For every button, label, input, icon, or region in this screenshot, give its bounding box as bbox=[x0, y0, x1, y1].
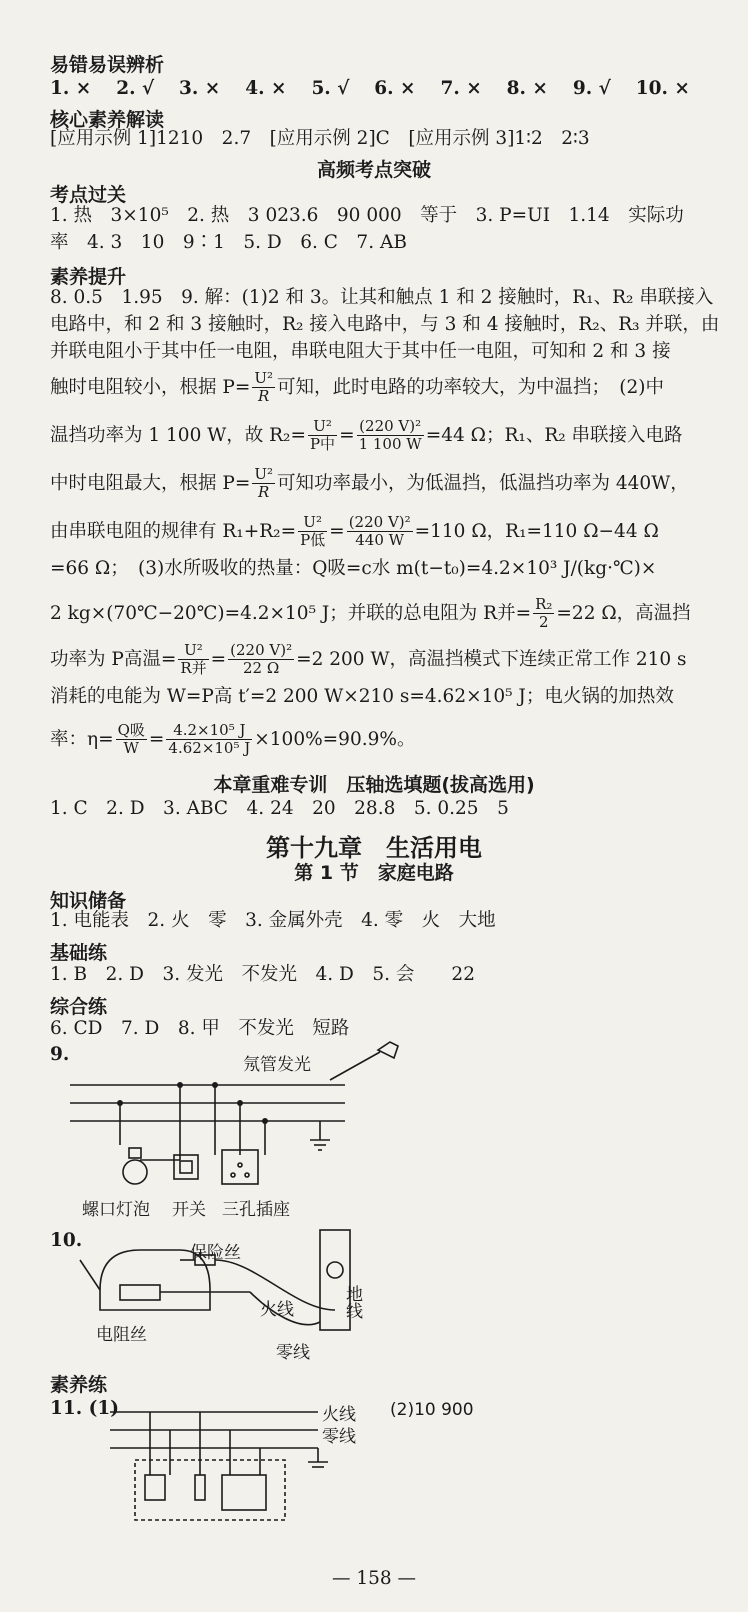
improve-line-12-text-a: 率：η= bbox=[50, 728, 114, 750]
improve-line-11: 消耗的电能为 W=P高 t′=2 200 W×210 s=4.62×10⁵ J；电火锅的加热效 bbox=[50, 686, 674, 707]
improve-line-5-text-c: =44 Ω；R₁、R₂ 串联接入电路 bbox=[425, 424, 683, 446]
frac-denominator: 4.62×10⁵ J bbox=[168, 739, 251, 758]
frac-denominator: P低 bbox=[300, 531, 326, 550]
q9-bulb-label: 螺口灯泡 bbox=[82, 1200, 150, 1220]
dashed-box bbox=[135, 1460, 285, 1520]
q11-answer-2: (2)10 900 bbox=[390, 1400, 474, 1420]
improve-title: 素养提升 bbox=[50, 266, 127, 288]
frac-denominator: 22 Ω bbox=[242, 659, 280, 678]
equals: = bbox=[210, 648, 227, 670]
frac-numerator: Q吸 bbox=[117, 721, 145, 739]
q11-neutral-label: 零线 bbox=[322, 1427, 356, 1447]
improve-line-4-text-b: 可知，此时电路的功率较大，为中温挡； (2)中 bbox=[277, 376, 664, 398]
checkpoint-title: 考点过关 bbox=[50, 184, 127, 206]
q9-switch-label: 开关 bbox=[172, 1200, 206, 1220]
improve-line-4-text-a: 触时电阻较小，根据 P= bbox=[50, 376, 251, 398]
frac-numerator: U² bbox=[298, 514, 327, 532]
knowledge-answers: 1. 电能表 2. 火 零 3. 金属外壳 4. 零 火 大地 bbox=[50, 910, 496, 931]
special-title: 本章重难专训 压轴选填题(拔高选用) bbox=[213, 774, 535, 796]
q10-neutral-label: 零线 bbox=[276, 1343, 310, 1363]
checkpoint-line-2: 率 4. 3 10 9∶1 5. D 6. C 7. AB bbox=[50, 232, 407, 253]
q10-resistor-label: 电阻丝 bbox=[96, 1325, 147, 1345]
improve-line-12-text-c: ×100%=90.9%。 bbox=[254, 728, 416, 750]
frac-numerator: 4.2×10⁵ J bbox=[166, 722, 252, 740]
high-freq-title: 高频考点突破 bbox=[316, 159, 431, 181]
page-number: — 158 — bbox=[331, 1568, 417, 1589]
improve-line-10-text-c: =2 200 W，高温挡模式下连续正常工作 210 s bbox=[296, 648, 687, 670]
improve-line-2: 电路中，和 2 和 3 接触时，R₂ 接入电路中，与 3 和 4 接触时，R₂、R₃ 并联，由 bbox=[50, 314, 720, 335]
frac-denominator: 1 100 W bbox=[358, 435, 422, 454]
improve-line-10-text-a: 功率为 P高温= bbox=[50, 648, 177, 670]
comprehensive-title: 综合练 bbox=[50, 996, 108, 1018]
frac-numerator: U² bbox=[308, 418, 337, 436]
q10-fuse-label: 保险丝 bbox=[190, 1243, 241, 1263]
core-section-title: 核心素养解读 bbox=[50, 109, 165, 131]
section-title: 第 1 节 家庭电路 bbox=[294, 862, 454, 884]
literacy-title: 素养练 bbox=[50, 1374, 108, 1396]
q10-ground-label: 地线 bbox=[342, 1285, 362, 1319]
improve-line-9-text-b: =22 Ω，高温挡 bbox=[556, 602, 691, 624]
special-answers: 1. C 2. D 3. ABC 4. 24 20 28.8 5. 0.25 5 bbox=[50, 798, 509, 819]
equals: = bbox=[329, 520, 345, 542]
improve-line-6-text-b: 可知功率最小，为低温挡，低温挡功率为 440W， bbox=[277, 472, 689, 494]
chapter-title: 第十九章 生活用电 bbox=[266, 834, 482, 862]
improve-line-3: 并联电阻小于其中任一电阻，串联电阻大于其中任一电阻，可知和 2 和 3 接 bbox=[50, 341, 671, 362]
improve-line-9-text-a: 2 kg×(70℃−20℃)=4.2×10⁵ J；并联的总电阻为 R并= bbox=[50, 602, 532, 624]
q9-label: 9. bbox=[50, 1044, 70, 1065]
q10-label: 10. bbox=[50, 1230, 83, 1251]
core-answers: [应用示例 1]1210 2.7 [应用示例 2]C [应用示例 3]1∶2 2∶3 bbox=[50, 128, 590, 149]
basic-answers: 1. B 2. D 3. 发光 不发光 4. D 5. 会 22 bbox=[50, 964, 475, 985]
frac-denominator: R bbox=[258, 387, 270, 406]
frac-denominator: R并 bbox=[180, 659, 207, 678]
improve-line-7-text-c: =110 Ω，R₁=110 Ω−44 Ω bbox=[414, 520, 659, 542]
frac-denominator: W bbox=[123, 739, 139, 758]
improve-line-1: 8. 0.5 1.95 9. 解：(1)2 和 3。让其和触点 1 和 2 接触时，R₁、R₂ 串联接入 bbox=[50, 287, 714, 308]
q10-live-label: 火线 bbox=[260, 1300, 294, 1320]
improve-line-8: =66 Ω； (3)水所吸收的热量：Q吸=c水 m(t−t₀)=4.2×10³ J/(kg·℃)× bbox=[50, 558, 657, 579]
error-answers: 1. × 2. √ 3. × 4. × 5. √ 6. × 7. × 8. × 9. √ 10. × bbox=[50, 78, 690, 99]
improve-line-5-text-a: 温挡功率为 1 100 W，故 R₂= bbox=[50, 424, 306, 446]
equals: = bbox=[148, 728, 165, 750]
improve-line-6-text-a: 中时电阻最大，根据 P= bbox=[50, 472, 251, 494]
checkpoint-line-1: 1. 热 3×10⁵ 2. 热 3 023.6 90 000 等于 3. P=UI 1.14 实际功 bbox=[50, 205, 684, 226]
frac-numerator: R₂ bbox=[535, 595, 553, 613]
q9-socket-label: 三孔插座 bbox=[222, 1200, 290, 1220]
knowledge-title: 知识储备 bbox=[50, 890, 127, 912]
basic-title: 基础练 bbox=[50, 942, 108, 964]
frac-numerator: (220 V)² bbox=[230, 641, 293, 659]
frac-denominator: 2 bbox=[538, 613, 549, 632]
frac-denominator: R bbox=[258, 483, 270, 502]
q11-label: 11. (1) bbox=[50, 1398, 120, 1419]
frac-numerator: U² bbox=[254, 369, 273, 387]
equals: = bbox=[339, 424, 355, 446]
frac-numerator: (220 V)² bbox=[348, 513, 411, 531]
improve-line-7-text-a: 由串联电阻的规律有 R₁+R₂= bbox=[50, 520, 297, 542]
frac-numerator: (220 V)² bbox=[357, 418, 424, 436]
comprehensive-answers: 6. CD 7. D 8. 甲 不发光 短路 bbox=[50, 1018, 350, 1039]
frac-denominator: P中 bbox=[309, 435, 336, 454]
error-section-title: 易错易误辨析 bbox=[50, 54, 165, 76]
frac-denominator: 440 W bbox=[355, 531, 405, 550]
q11-live-label: 火线 bbox=[322, 1405, 356, 1425]
frac-numerator: U² bbox=[178, 642, 208, 660]
frac-numerator: U² bbox=[254, 465, 273, 483]
q9-neon-label: 氖管发光 bbox=[243, 1055, 311, 1075]
